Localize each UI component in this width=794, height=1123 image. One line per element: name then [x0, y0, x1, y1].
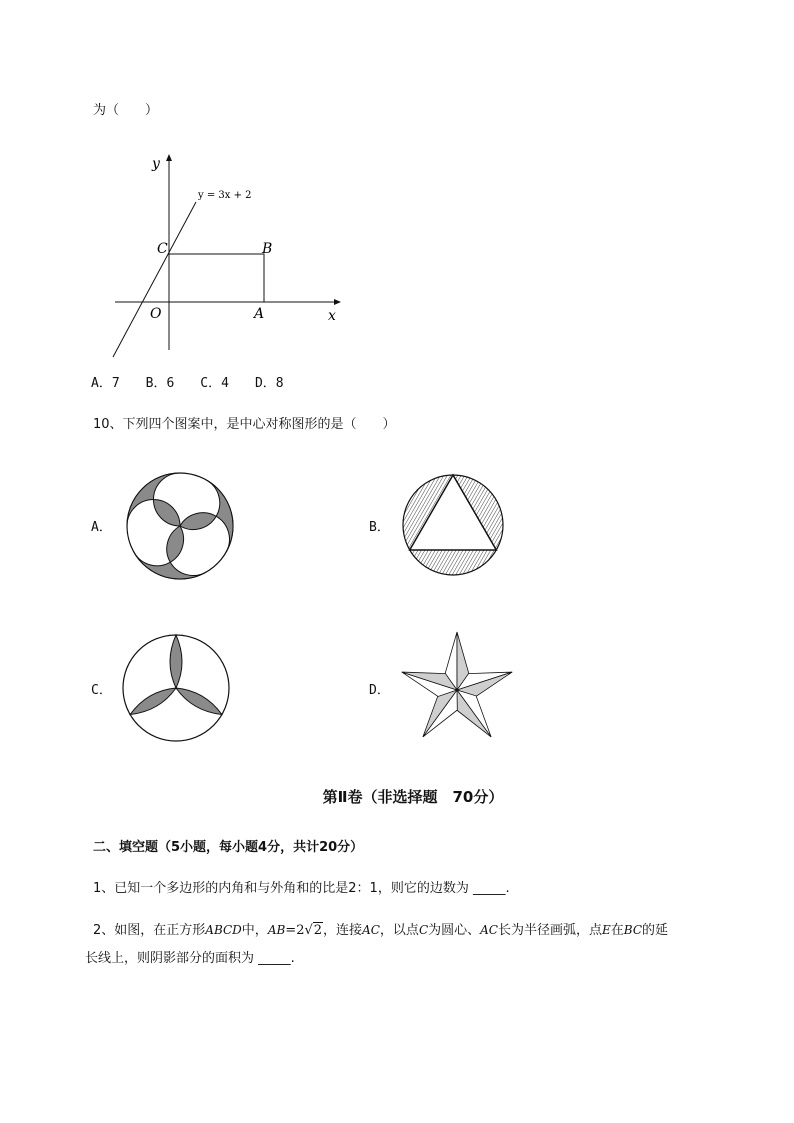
fill-blank-q1: 1、已知一个多边形的内角和与外角和的比是2：1，则它的边数为 _____. [93, 881, 510, 896]
q2-text: 长为半径画弧，点 [498, 923, 603, 938]
point-b-label: B [262, 241, 273, 257]
y-axis-label: y [152, 156, 160, 172]
q9-coordinate-graph [100, 150, 360, 365]
q2-text: 中， [241, 923, 268, 938]
q9-stem-tail: 为（ ） [93, 103, 159, 118]
point-c-label: C [157, 241, 168, 257]
triangle-in-circle-icon [401, 473, 505, 577]
x-axis-label: x [328, 308, 336, 324]
q2-sqrt-value: 2 [313, 923, 323, 938]
q9-options: A．7 B．6 C．4 D．8 [91, 376, 284, 391]
q2-text: 为圆心、 [428, 923, 481, 938]
fill-blank-section-heading: 二、填空题（5小题，每小题4分，共计20分） [93, 840, 364, 855]
fill-blank-q2-line1 [93, 919, 668, 938]
line-y-3x-2 [113, 202, 196, 357]
q2-equals: =2 [285, 923, 305, 938]
origin-label: O [150, 306, 162, 322]
three-swirl-circle-icon [124, 470, 236, 582]
q2-segment-ac: AC [480, 923, 498, 937]
q10-option-a-label: A． [91, 520, 112, 535]
q10-option-b-label: B． [369, 520, 390, 535]
q2-segment-bc: BC [623, 923, 643, 937]
rectangle-oabc [169, 254, 264, 302]
point-a-label: A [254, 306, 265, 322]
line-equation-label: y = 3x + 2 [198, 190, 252, 201]
five-point-star-icon [400, 630, 514, 742]
q2-point-c: C [418, 923, 429, 937]
q2-text: 2、如图，在正方形 [93, 923, 206, 938]
part2-title: 第Ⅱ卷（非选择题 70分） [322, 788, 504, 806]
q10-stem: 10、下列四个图案中，是中心对称图形的是（ ） [93, 417, 396, 432]
q2-point-e: E [602, 923, 611, 937]
q2-text: ，连接 [323, 923, 363, 938]
q2-text: 在 [610, 923, 624, 938]
q2-text: 的延 [642, 923, 669, 938]
q2-segment-ab: AB [267, 923, 286, 937]
q2-text: ，以点 [379, 923, 419, 938]
q10-option-d-label: D． [369, 683, 390, 698]
three-petal-circle-icon [121, 633, 231, 743]
q2-segment-ac: AC [362, 923, 380, 937]
q2-square-name: ABCD [205, 923, 242, 937]
fill-blank-q2-line2: 长线上，则阴影部分的面积为 _____. [85, 951, 295, 966]
sqrt-icon: √ [304, 923, 313, 938]
q10-option-c-label: C． [91, 683, 112, 698]
